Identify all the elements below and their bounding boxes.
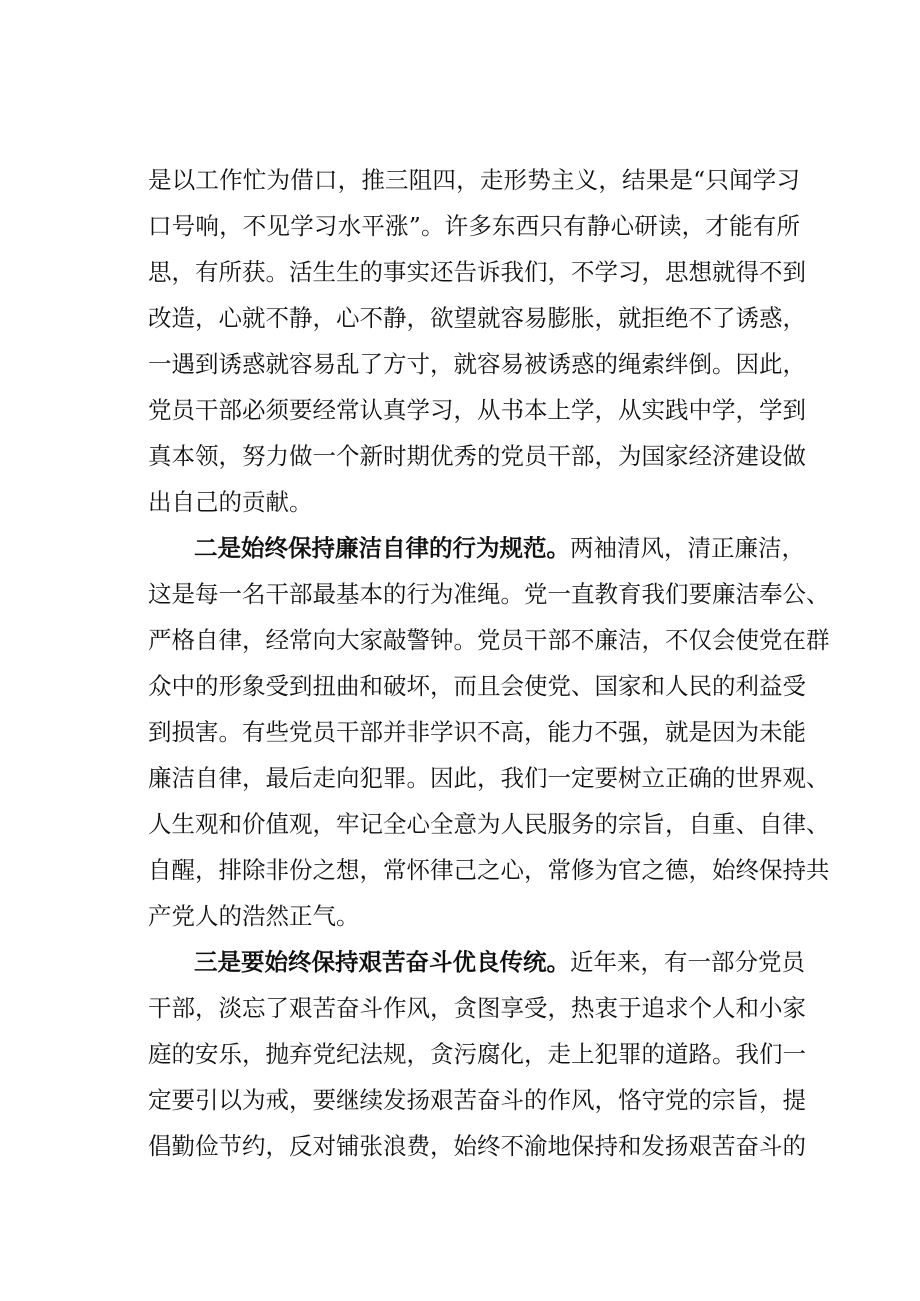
text-line: 廉洁自律，最后走向犯罪。因此，我们一定要树立正确的世界观、 xyxy=(148,764,830,792)
text-line: 真本领，努力做一个新时期优秀的党员干部，为国家经济建设做 xyxy=(148,442,806,470)
text-line: 出自己的贡献。 xyxy=(148,488,313,516)
text-line: 众中的形象受到扭曲和破坏，而且会使党、国家和人民的利益受 xyxy=(148,672,806,700)
paragraph-heading: 三是要始终保持艰苦奋斗优良传统。 xyxy=(194,948,570,976)
text-line: 是以工作忙为借口，推三阻四，走形势主义，结果是“只闻学习 xyxy=(148,166,800,194)
text-line: 口号响，不见学习水平涨”。许多东西只有静心研读，才能有所 xyxy=(148,212,800,240)
paragraph-text: 近年来，有一部分党员 xyxy=(570,948,805,976)
text-line: 自醒，排除非份之想，常怀律己之心，常修为官之德，始终保持共 xyxy=(148,856,830,884)
text-line: 到损害。有些党员干部并非学识不高，能力不强，就是因为未能 xyxy=(148,718,806,746)
paragraph-text: 两袖清风，清正廉洁， xyxy=(570,534,805,562)
text-line: 改造，心就不静，心不静，欲望就容易膨胀，就拒绝不了诱惑， xyxy=(148,304,806,332)
text-line: 人生观和价值观，牢记全心全意为人民服务的宗旨，自重、自律、 xyxy=(148,810,830,838)
text-line: 一遇到诱惑就容易乱了方寸，就容易被诱惑的绳索绊倒。因此， xyxy=(148,350,806,378)
text-line: 党员干部必须要经常认真学习，从书本上学，从实践中学，学到 xyxy=(148,396,806,424)
text-line: 这是每一名干部最基本的行为准绳。党一直教育我们要廉洁奉公、 xyxy=(148,580,830,608)
text-line: 倡勤俭节约，反对铺张浪费，始终不渝地保持和发扬艰苦奋斗的 xyxy=(148,1132,806,1160)
text-line: 产党人的浩然正气。 xyxy=(148,902,360,930)
text-line: 思，有所获。活生生的事实还告诉我们，不学习，思想就得不到 xyxy=(148,258,806,286)
text-line: 定要引以为戒，要继续发扬艰苦奋斗的作风，恪守党的宗旨，提 xyxy=(148,1086,806,1114)
text-line: 严格自律，经常向大家敲警钟。党员干部不廉洁，不仅会使党在群 xyxy=(148,626,830,654)
paragraph-first-line xyxy=(194,942,805,982)
paragraph-first-line xyxy=(194,528,805,568)
paragraph-heading: 二是始终保持廉洁自律的行为规范。 xyxy=(194,534,570,562)
text-line: 干部，淡忘了艰苦奋斗作风，贪图享受，热衷于追求个人和小家 xyxy=(148,994,806,1022)
text-line: 庭的安乐，抛弃党纪法规，贪污腐化，走上犯罪的道路。我们一 xyxy=(148,1040,806,1068)
